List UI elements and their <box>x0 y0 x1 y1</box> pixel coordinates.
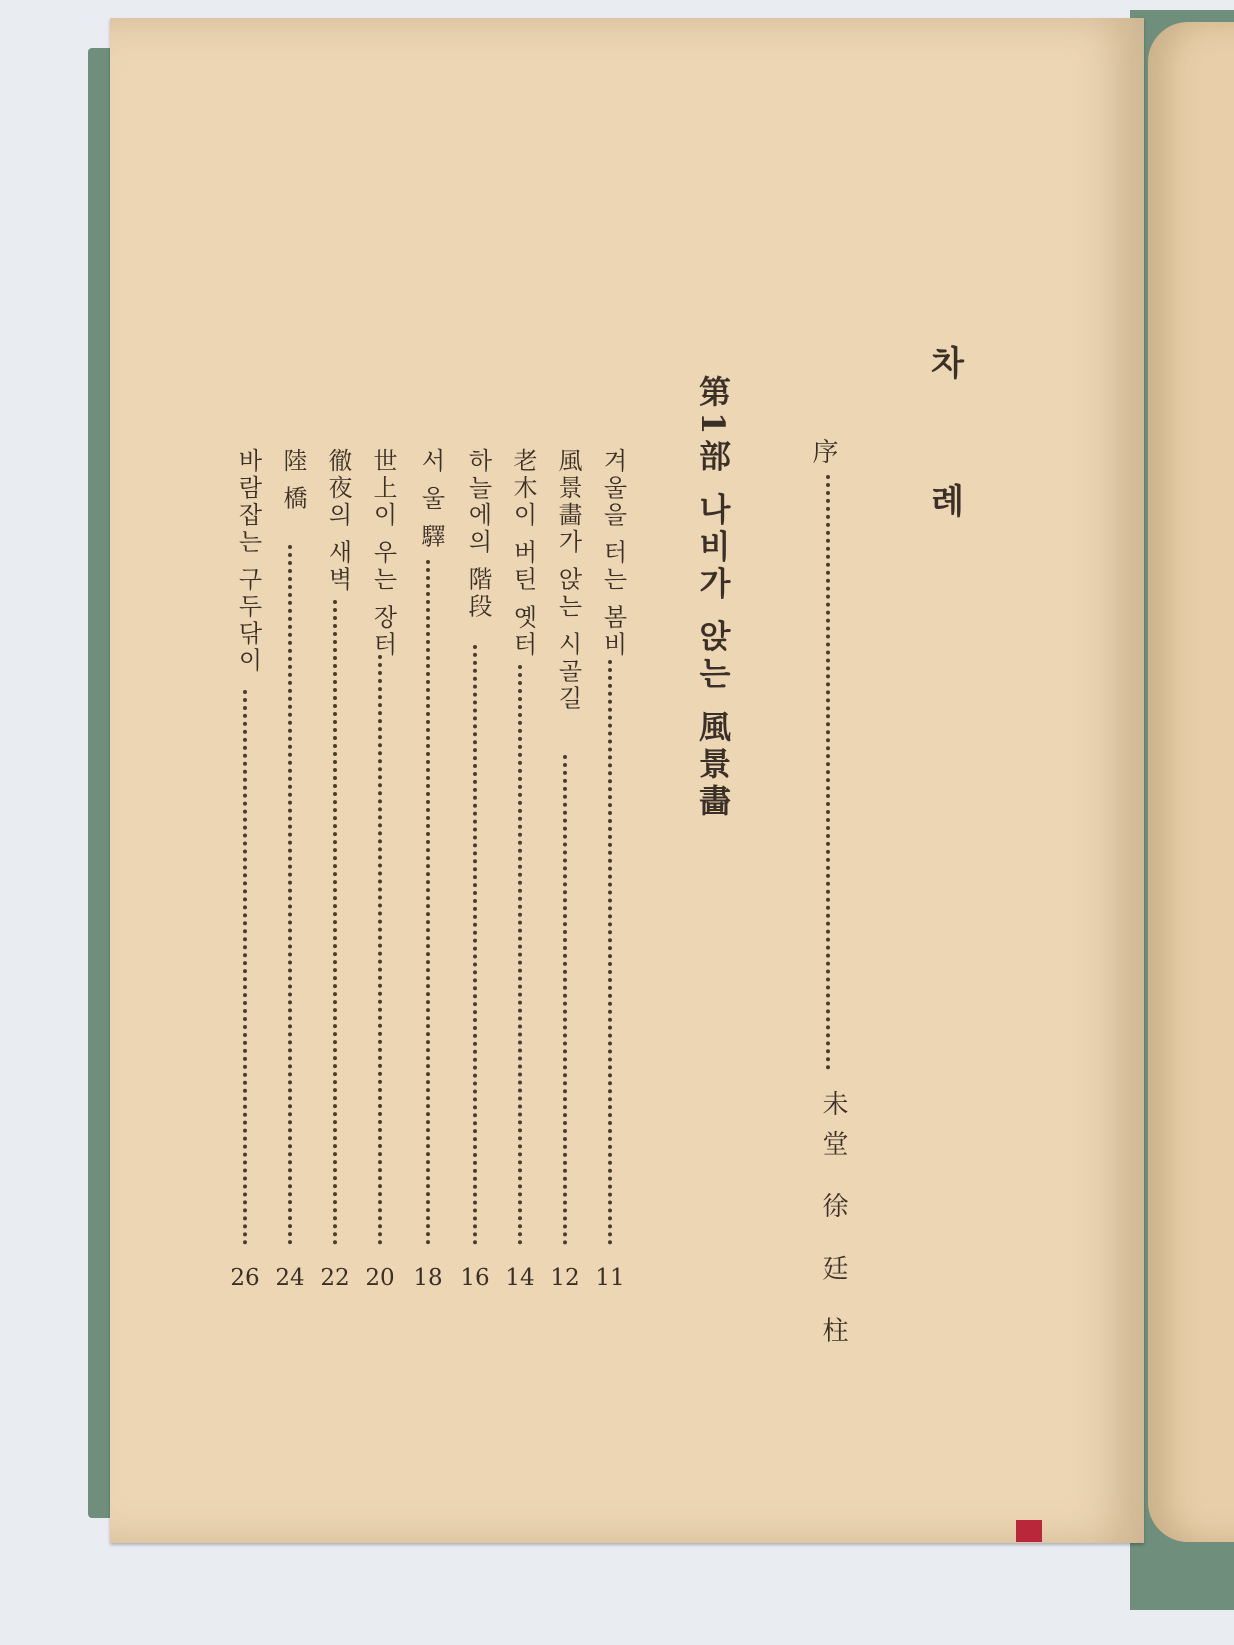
toc-entry-page-number: 11 <box>595 1265 625 1291</box>
toc-entry-leader-dots <box>518 665 522 1245</box>
toc-entry-page-number: 26 <box>230 1265 260 1291</box>
toc-title: 차 례 <box>924 345 964 563</box>
toc-entry-leader-dots <box>563 755 567 1245</box>
book-page <box>110 18 1144 1543</box>
toc-entry-title[interactable]: 徹夜의 새벽 <box>324 448 352 594</box>
toc-entry-title[interactable]: 風景畵가 앉는 시골길 <box>554 448 582 713</box>
toc-entry-title[interactable]: 하늘에의 階段 <box>464 448 492 621</box>
toc-entry-title[interactable]: 바람잡는 구두닦이 <box>234 448 262 675</box>
toc-entry-title[interactable]: 世上이 우는 장터 <box>369 448 397 659</box>
preface-leader-dots <box>826 475 830 1070</box>
toc-entry-page-number: 22 <box>320 1265 350 1291</box>
toc-entry-page-number: 20 <box>365 1265 395 1291</box>
toc-entry-leader-dots <box>243 690 247 1245</box>
toc-entry-title[interactable]: 서 울 驛 <box>417 448 445 551</box>
toc-entry-page-number: 16 <box>460 1265 490 1291</box>
preface-label: 序 <box>808 438 838 464</box>
toc-entry-title[interactable]: 陸 橋 <box>279 448 307 513</box>
toc-entry-leader-dots <box>473 645 477 1245</box>
toc-entry-title[interactable]: 겨울을 터는 봄비 <box>599 448 627 659</box>
toc-entry-page-number: 24 <box>275 1265 305 1291</box>
toc-entry-page-number: 14 <box>505 1265 535 1291</box>
toc-entry-page-number: 18 <box>413 1265 443 1291</box>
toc-entry-leader-dots <box>426 560 430 1245</box>
part-heading: 第1部 나비가 앉는 風景畵 <box>694 375 732 821</box>
book-page-facing <box>1148 22 1234 1542</box>
toc-entry-leader-dots <box>288 545 292 1245</box>
toc-entry-leader-dots <box>608 660 612 1245</box>
toc-entry-leader-dots <box>333 600 337 1245</box>
bookmark-ribbon <box>1016 1520 1042 1542</box>
toc-entry-page-number: 12 <box>550 1265 580 1291</box>
toc-entry-leader-dots <box>378 655 382 1245</box>
toc-entry-title[interactable]: 老木이 버틴 옛터 <box>509 448 537 659</box>
preface-author: 未堂 徐 廷 柱 <box>818 1090 848 1357</box>
